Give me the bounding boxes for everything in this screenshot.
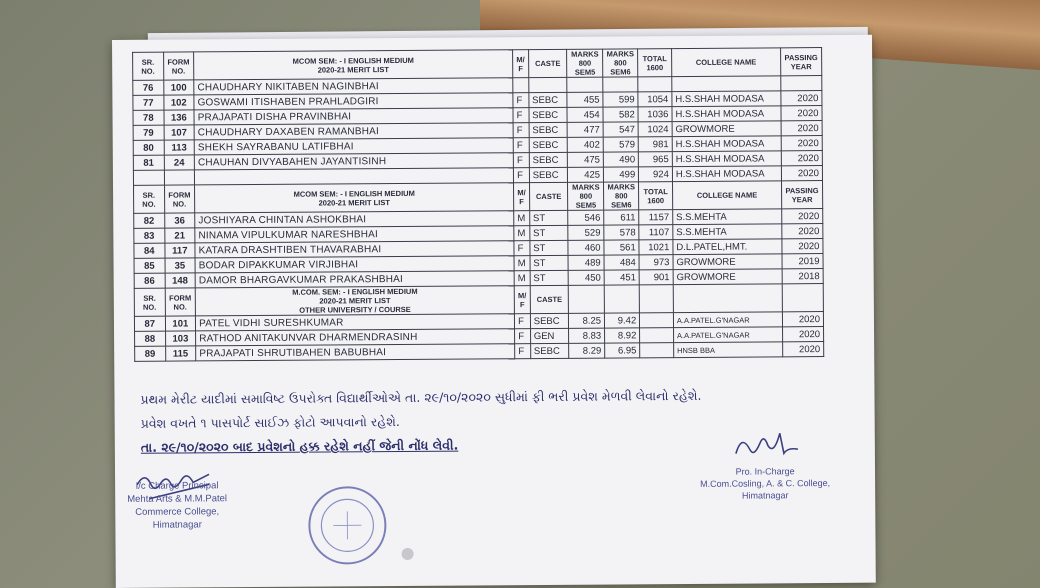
header-form-no: FORM NO. — [164, 185, 195, 213]
total-cell: 1036 — [638, 107, 672, 122]
note-line-1: પ્રથમ મેરીટ યાદીમાં સમાવિષ્ટ ઉપરોક્ત વિદ્યાર્થીઓએ તા. ૨૯/૧૦/૨૦૨૦ સુધીમાં ફી ભરી પ્રવેશ મેળવી લેવાનો રહેશે. — [140, 387, 702, 407]
gender-cell: M — [514, 226, 530, 241]
gender-cell: F — [513, 93, 529, 108]
header-empty — [639, 285, 673, 313]
marks-sem5-cell: 402 — [568, 137, 604, 152]
passing-year-cell: 2020 — [782, 327, 823, 342]
passing-year-cell: 2020 — [782, 224, 823, 239]
header-sr-no: SR. NO. — [133, 52, 164, 80]
header-marks-sem6: MARKS 800 SEM6 — [604, 182, 639, 210]
student-name-cell: PRAJAPATI SHRUTIBAHEN BABUBHAI — [196, 344, 515, 361]
gender-cell: M — [514, 256, 530, 271]
header-caste: CASTE — [528, 49, 567, 77]
merit-table — [132, 47, 824, 362]
form-no-cell: 35 — [165, 258, 196, 273]
marks-sem5-cell: 8.83 — [569, 328, 605, 343]
marks-sem6-cell: 8.92 — [605, 328, 640, 343]
student-name-cell: CHAUDHARY NIKITABEN NAGINBHAI — [194, 78, 513, 95]
gender-cell: M — [514, 211, 530, 226]
college-cell: S.S.MEHTA — [673, 224, 782, 240]
form-no-cell: 117 — [164, 243, 195, 258]
sr-no-cell: 85 — [134, 258, 165, 273]
marks-sem6-cell — [603, 77, 638, 92]
header-empty — [604, 285, 639, 313]
college-cell: D.L.PATEL,HMT. — [673, 239, 782, 255]
caste-cell: ST — [529, 210, 568, 225]
caste-cell: ST — [530, 255, 569, 270]
gender-cell: F — [515, 314, 531, 329]
total-cell: 1024 — [638, 122, 672, 137]
sr-no-cell: 81 — [133, 155, 164, 170]
section-title — [195, 183, 514, 213]
total-cell — [640, 328, 674, 343]
gender-cell: F — [514, 241, 530, 256]
total-cell: 1107 — [639, 225, 673, 240]
incharge-signature-icon — [730, 423, 810, 469]
marks-sem5-cell: 454 — [567, 107, 603, 122]
total-cell — [638, 77, 672, 92]
passing-year-cell: 2020 — [782, 239, 823, 254]
header-gender: M/ F — [513, 50, 529, 78]
sr-no-cell: 86 — [134, 273, 165, 288]
caste-cell: SEBC — [530, 313, 569, 328]
total-cell: 1157 — [639, 210, 673, 225]
form-no-cell: 113 — [164, 140, 195, 155]
header-passing-year: PASSING YEAR — [781, 48, 822, 76]
sr-no-cell: 88 — [135, 331, 166, 346]
gender-cell: F — [513, 108, 529, 123]
header-gender: M/ F — [514, 286, 530, 314]
marks-sem6-cell: 499 — [604, 167, 639, 182]
section-title-line-1: MCOM SEM: - I ENGLISH MEDIUM — [293, 188, 415, 199]
section-2 — [134, 181, 824, 289]
header-marks-sem6: MARKS 800 SEM6 — [603, 49, 638, 77]
sr-no-cell: 83 — [134, 228, 165, 243]
total-cell — [640, 313, 674, 328]
marks-sem6-cell: 611 — [604, 210, 639, 225]
incharge-stamp — [700, 465, 830, 502]
total-cell: 1054 — [638, 92, 672, 107]
sr-no-cell: 76 — [133, 80, 164, 95]
total-cell: 965 — [639, 152, 673, 167]
section-title-line-1: M.COM. SEM: - I ENGLISH MEDIUM — [292, 286, 418, 297]
sr-no-cell: 89 — [135, 346, 166, 361]
marks-sem5-cell: 489 — [568, 255, 604, 270]
college-cell: H.S.SHAH MODASA — [672, 91, 781, 107]
caste-cell: SEBC — [529, 107, 568, 122]
marks-sem6-cell: 579 — [603, 137, 638, 152]
passing-year-cell: 2020 — [782, 312, 823, 327]
caste-cell — [529, 77, 568, 92]
header-empty — [569, 285, 605, 313]
principal-stamp — [127, 479, 227, 532]
caste-cell: SEBC — [529, 92, 568, 107]
section-title-line-2: 2020-21 MERIT LIST — [319, 296, 391, 306]
form-no-cell: 24 — [164, 155, 195, 170]
college-cell — [672, 76, 781, 92]
section-title — [194, 50, 513, 80]
marks-sem5-cell: 460 — [568, 240, 604, 255]
form-no-cell: 148 — [165, 273, 196, 288]
marks-sem5-cell: 477 — [568, 122, 604, 137]
section-title-line-2: 2020-21 MERIT LIST — [318, 197, 390, 208]
student-name-cell: KATARA DRASHTIBEN THAVARABHAI — [195, 241, 514, 258]
total-cell: 981 — [638, 137, 672, 152]
college-cell: H.S.SHAH MODASA — [672, 166, 781, 182]
gender-cell: F — [513, 138, 529, 153]
marks-sem6-cell: 561 — [604, 240, 639, 255]
college-seal-icon — [305, 483, 390, 568]
principal-stamp-line-1: I/c Charge Principal — [135, 480, 219, 492]
passing-year-cell — [781, 76, 822, 91]
marks-sem5-cell: 450 — [569, 270, 605, 285]
form-no-cell: 36 — [164, 213, 195, 228]
student-name-cell: SHEKH SAYRABANU LATIFBHAI — [194, 138, 513, 155]
header-marks-sem5: MARKS 800 SEM5 — [567, 49, 603, 77]
total-cell: 901 — [639, 270, 673, 285]
marks-sem6-cell: 9.42 — [605, 313, 640, 328]
header-sr-no: SR. NO. — [134, 288, 165, 316]
college-cell: GROWMORE — [672, 121, 781, 137]
gender-cell: F — [514, 168, 530, 183]
passing-year-cell: 2020 — [782, 209, 823, 224]
student-name-cell: RATHOD ANITAKUNVAR DHARMENDRASINH — [196, 329, 515, 346]
header-gender: M/ F — [514, 183, 530, 211]
form-no-cell — [164, 170, 195, 185]
total-cell: 973 — [639, 255, 673, 270]
marks-sem6-cell: 578 — [604, 225, 639, 240]
passing-year-cell: 2020 — [781, 151, 822, 166]
punch-hole — [402, 548, 414, 560]
college-cell: A.A.PATEL.G'NAGAR — [673, 312, 782, 328]
sr-no-cell: 80 — [133, 140, 164, 155]
student-name-cell: PATEL VIDHI SURESHKUMAR — [196, 314, 515, 331]
college-cell: H.S.SHAH MODASA — [672, 136, 781, 152]
principal-stamp-line-3: Commerce College, — [135, 506, 220, 518]
marks-sem5-cell: 475 — [568, 152, 604, 167]
header-passing-year: PASSING YEAR — [781, 181, 822, 209]
marks-sem6-cell: 451 — [604, 270, 639, 285]
student-name-cell: GOSWAMI ITISHABEN PRAHLADGIRI — [194, 93, 513, 110]
section-title-line-2: 2020-21 MERIT LIST — [317, 64, 389, 75]
student-name-cell: DAMOR BHARGAVKUMAR PRAKASHBHAI — [195, 271, 514, 288]
marks-sem6-cell: 484 — [604, 255, 639, 270]
gender-cell: F — [513, 123, 529, 138]
caste-cell: SEBC — [529, 122, 568, 137]
section-title-line-1: MCOM SEM: - I ENGLISH MEDIUM — [292, 55, 414, 66]
total-cell — [640, 343, 674, 358]
college-cell: H.S.SHAH MODASA — [672, 151, 781, 167]
caste-cell: ST — [530, 240, 569, 255]
marks-sem6-cell: 547 — [603, 122, 638, 137]
header-college: COLLEGE NAME — [672, 181, 781, 210]
sr-no-cell: 79 — [133, 125, 164, 140]
marks-sem5-cell: 425 — [568, 167, 604, 182]
passing-year-cell: 2020 — [783, 342, 824, 357]
header-total: TOTAL 1600 — [639, 182, 673, 210]
section-title-line-3: OTHER UNIVERSITY / COURSE — [299, 304, 411, 315]
marks-sem5-cell: 8.25 — [569, 313, 605, 328]
section-3 — [134, 284, 823, 362]
caste-cell: SEBC — [529, 137, 568, 152]
header-college: COLLEGE NAME — [671, 48, 780, 77]
marks-sem5-cell — [567, 77, 603, 92]
student-name-cell: CHAUDHARY DAXABEN RAMANBHAI — [194, 123, 513, 140]
marks-sem5-cell: 529 — [568, 225, 604, 240]
sr-no-cell — [133, 170, 164, 185]
principal-stamp-line-2: Mehta Arts & M.M.Patel — [127, 493, 228, 505]
incharge-stamp-line-3: Himatnagar — [741, 490, 789, 501]
marks-sem6-cell: 582 — [603, 107, 638, 122]
college-cell: GROWMORE — [673, 269, 782, 285]
incharge-stamp-line-1: Pro. In-Charge — [735, 466, 795, 477]
passing-year-cell: 2020 — [781, 166, 822, 181]
student-name-cell: NINAMA VIPULKUMAR NARESHBHAI — [195, 226, 514, 243]
college-cell: A.A.PATEL.G'NAGAR — [673, 327, 782, 343]
caste-cell: ST — [530, 270, 569, 285]
marks-sem5-cell: 8.29 — [569, 343, 605, 358]
marks-sem6-cell: 490 — [603, 152, 638, 167]
sr-no-cell: 77 — [133, 95, 164, 110]
form-no-cell: 101 — [165, 316, 196, 331]
sr-no-cell: 82 — [134, 213, 165, 228]
caste-cell: SEBC — [529, 152, 568, 167]
header-form-no: FORM NO. — [165, 288, 196, 316]
student-name-cell: JOSHIYARA CHINTAN ASHOKBHAI — [195, 211, 514, 228]
marks-sem5-cell: 455 — [567, 92, 603, 107]
form-no-cell: 115 — [165, 346, 196, 361]
gender-cell: F — [515, 344, 531, 359]
header-total: TOTAL 1600 — [638, 49, 672, 77]
caste-cell: SEBC — [530, 343, 569, 358]
principal-stamp-line-4: Himatnagar — [152, 519, 202, 531]
marks-sem6-cell: 599 — [603, 92, 638, 107]
caste-cell: SEBC — [529, 167, 568, 182]
college-cell: S.S.MEHTA — [673, 209, 782, 225]
header-empty — [782, 284, 823, 312]
sr-no-cell: 78 — [133, 110, 164, 125]
note-line-3: તા. ૨૯/૧૦/૨૦૨૦ બાદ પ્રવેશનો હક્ક રહેશે નહીં જેની નોંધ લેવી. — [140, 437, 459, 455]
header-sr-no: SR. NO. — [134, 185, 165, 213]
passing-year-cell: 2020 — [781, 106, 822, 121]
section-title — [195, 286, 514, 316]
student-name-cell: BODAR DIPAKKUMAR VIRJIBHAI — [195, 256, 514, 273]
section-1 — [133, 48, 823, 186]
gender-cell: F — [515, 329, 531, 344]
form-no-cell: 103 — [165, 331, 196, 346]
passing-year-cell: 2020 — [781, 136, 822, 151]
total-cell: 1021 — [639, 240, 673, 255]
incharge-stamp-line-2: M.Com.Cosling, A. & C. College, — [700, 477, 831, 489]
passing-year-cell: 2020 — [781, 91, 822, 106]
caste-cell: ST — [530, 225, 569, 240]
header-caste: CASTE — [529, 182, 568, 210]
gender-cell: F — [513, 153, 529, 168]
marks-sem5-cell: 546 — [568, 210, 604, 225]
form-no-cell: 21 — [164, 228, 195, 243]
form-no-cell: 100 — [163, 80, 194, 95]
marks-sem6-cell: 6.95 — [605, 343, 640, 358]
note-line-2: પ્રવેશ વખતે ૧ પાસપોર્ટ સાઈઝ ફોટો આપવાનો રહેશે. — [140, 414, 400, 431]
form-no-cell: 102 — [163, 95, 194, 110]
gender-cell: M — [514, 271, 530, 286]
header-caste: CASTE — [530, 285, 569, 313]
caste-cell: GEN — [530, 328, 569, 343]
merit-list-sheet — [112, 35, 876, 588]
header-marks-sem5: MARKS 800 SEM5 — [568, 182, 604, 210]
passing-year-cell: 2020 — [781, 121, 822, 136]
form-no-cell: 136 — [164, 110, 195, 125]
passing-year-cell: 2018 — [782, 269, 823, 284]
college-cell: HNSB BBA — [674, 342, 783, 358]
student-name-cell: PRAJAPATI DISHA PRAVINBHAI — [194, 108, 513, 125]
header-empty — [673, 284, 782, 313]
total-cell: 924 — [639, 167, 673, 182]
form-no-cell: 107 — [164, 125, 195, 140]
gender-cell — [513, 78, 529, 93]
college-cell: H.S.SHAH MODASA — [672, 106, 781, 122]
college-cell: GROWMORE — [673, 254, 782, 270]
sr-no-cell: 87 — [134, 316, 165, 331]
student-name-cell: CHAUHAN DIVYABAHEN JAYANTISINH — [194, 153, 513, 170]
header-form-no: FORM NO. — [163, 52, 194, 80]
sr-no-cell: 84 — [134, 243, 165, 258]
passing-year-cell: 2019 — [782, 254, 823, 269]
